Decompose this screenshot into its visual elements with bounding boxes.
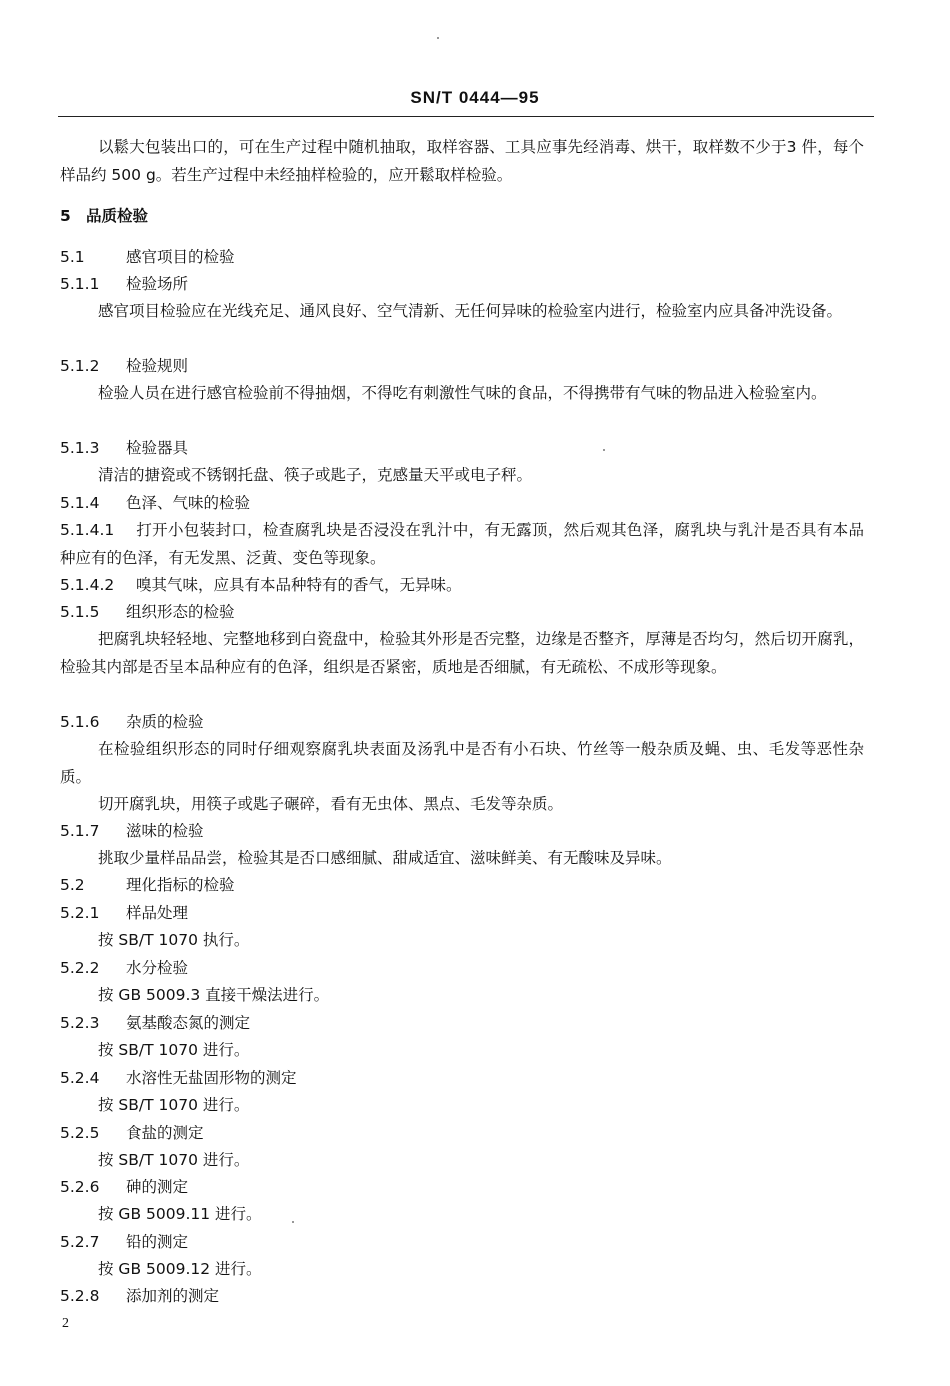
section-number: 5.1 (60, 248, 85, 266)
section-title: 组织形态的检验 (126, 603, 235, 621)
section-title: 检验器具 (126, 439, 189, 457)
paragraph-5-1-6-a: 在检验组织形态的同时仔细观察腐乳块表面及汤乳中是否有小石块、竹丝等一般杂质及蝇、虫、毛发等恶性杂质。 (60, 740, 864, 786)
paragraph-5-1-3: 清洁的搪瓷或不锈钢托盘、筷子或匙子，克感量天平或电子秤。 (98, 466, 533, 484)
section-number: 5.1.1 (60, 275, 100, 293)
heading-5-1-6 (60, 709, 864, 737)
paragraph-5-1-5: 把腐乳块轻轻地、完整地移到白瓷盘中，检验其外形是否完整，边缘是否整齐，厚薄是否均匀，然后切开腐乳，检验其内部是否呈本品种应有的色泽，组织是否紧密，质地是否细腻，有无疏松、不成形等现象。 (60, 630, 864, 676)
heading-5-2-7 (60, 1229, 864, 1257)
section-number: 5.1.4 (60, 494, 100, 512)
paragraph-5-2-3: 按 SB/T 1070 进行。 (98, 1041, 250, 1059)
section-title: 感官项目的检验 (126, 248, 235, 266)
scan-speck (603, 449, 605, 451)
heading-5-1 (60, 244, 864, 272)
section-title: 滋味的检验 (126, 822, 204, 840)
section-title: 水溶性无盐固形物的测定 (126, 1069, 297, 1087)
heading-5-2-5 (60, 1120, 864, 1148)
heading-5-2-3 (60, 1010, 864, 1038)
paragraph-5-2-5: 按 SB/T 1070 进行。 (98, 1151, 250, 1169)
paragraph-text: 嗅其气味，应具有本品种特有的香气，无异味。 (136, 576, 462, 594)
paragraph-5-2-2: 按 GB 5009.3 直接干燥法进行。 (98, 986, 330, 1004)
heading-5-1-3 (60, 435, 864, 463)
section-title: 砷的测定 (126, 1178, 189, 1196)
heading-5-2-2 (60, 955, 864, 983)
section-number: 5.2.8 (60, 1287, 100, 1305)
heading-5-1-1 (60, 271, 864, 299)
section-number: 5.1.5 (60, 603, 100, 621)
paragraph-5-1-1: 感官项目检验应在光线充足、通风良好、空气清新、无任何异味的检验室内进行，检验室内应具备冲洗设备。 (98, 302, 843, 320)
section-number: 5.2 (60, 876, 85, 894)
section-title: 添加剂的测定 (126, 1287, 220, 1305)
heading-5-2 (60, 872, 864, 900)
heading-5-2-1 (60, 900, 864, 928)
heading-5-1-4 (60, 490, 864, 518)
section-number: 5.1.6 (60, 713, 100, 731)
section-title: 食盐的测定 (126, 1124, 204, 1142)
section-number: 5.1.4.2 (60, 576, 115, 594)
heading-5-1-5 (60, 599, 864, 627)
section-5-heading (60, 203, 864, 231)
paragraph-text: 打开小包装封口，检查腐乳块是否浸没在乳汁中，有无露顶，然后观其色泽，腐乳块与乳汁是否具有本品种应有的色泽，有无发黑、泛黄、变色等现象。 (60, 521, 864, 567)
section-number: 5.2.7 (60, 1233, 100, 1251)
paragraph-5-1-4-1 (60, 517, 864, 572)
section-title: 检验场所 (126, 275, 189, 293)
section-number: 5.2.5 (60, 1124, 100, 1142)
section-number: 5 (60, 207, 71, 225)
section-number: 5.1.2 (60, 357, 100, 375)
section-title: 理化指标的检验 (126, 876, 235, 894)
paragraph-5-1-2: 检验人员在进行感官检验前不得抽烟，不得吃有刺激性气味的食品，不得携带有气味的物品进入检验室内。 (98, 384, 827, 402)
section-title: 样品处理 (126, 904, 189, 922)
section-number: 5.1.7 (60, 822, 100, 840)
page-number: 2 (62, 1316, 69, 1331)
paragraph-5-2-4: 按 SB/T 1070 进行。 (98, 1096, 250, 1114)
section-number: 5.2.2 (60, 959, 100, 977)
section-number: 5.2.4 (60, 1069, 100, 1087)
heading-5-1-7 (60, 818, 864, 846)
section-title: 氨基酸态氮的测定 (126, 1014, 251, 1032)
section-number: 5.1.4.1 (60, 521, 115, 539)
section-title: 色泽、气味的检验 (126, 494, 251, 512)
standard-code-header: SN/T 0444—95 (410, 88, 540, 107)
intro-paragraph: 以鬆大包装出口的，可在生产过程中随机抽取，取样容器、工具应事先经消毒、烘干，取样数不少于3 件，每个样品约 500 g。若生产过程中未经抽样检验的，应开鬆取样检验。 (60, 138, 864, 184)
section-number: 5.2.6 (60, 1178, 100, 1196)
paragraph-5-1-4-2 (60, 572, 864, 600)
heading-5-2-6 (60, 1174, 864, 1202)
section-number: 5.1.3 (60, 439, 100, 457)
section-title: 杂质的检验 (126, 713, 204, 731)
section-number: 5.2.3 (60, 1014, 100, 1032)
heading-5-2-4 (60, 1065, 864, 1093)
section-title: 检验规则 (126, 357, 189, 375)
heading-5-1-2 (60, 353, 864, 381)
section-title: 品质检验 (86, 207, 149, 225)
scan-speck (437, 37, 439, 39)
paragraph-5-2-1: 按 SB/T 1070 执行。 (98, 931, 250, 949)
scan-speck (292, 1221, 294, 1223)
paragraph-5-1-6-b: 切开腐乳块，用筷子或匙子碾碎，看有无虫体、黑点、毛发等杂质。 (98, 795, 564, 813)
paragraph-5-2-7: 按 GB 5009.12 进行。 (98, 1260, 262, 1278)
heading-5-2-8 (60, 1283, 864, 1311)
section-number: 5.2.1 (60, 904, 100, 922)
header-rule (58, 116, 874, 117)
paragraph-5-2-6: 按 GB 5009.11 进行。 (98, 1205, 262, 1223)
paragraph-5-1-7: 挑取少量样品品尝，检验其是否口感细腻、甜咸适宜、滋味鲜美、有无酸味及异味。 (98, 849, 672, 867)
section-title: 铅的测定 (126, 1233, 189, 1251)
section-title: 水分检验 (126, 959, 189, 977)
